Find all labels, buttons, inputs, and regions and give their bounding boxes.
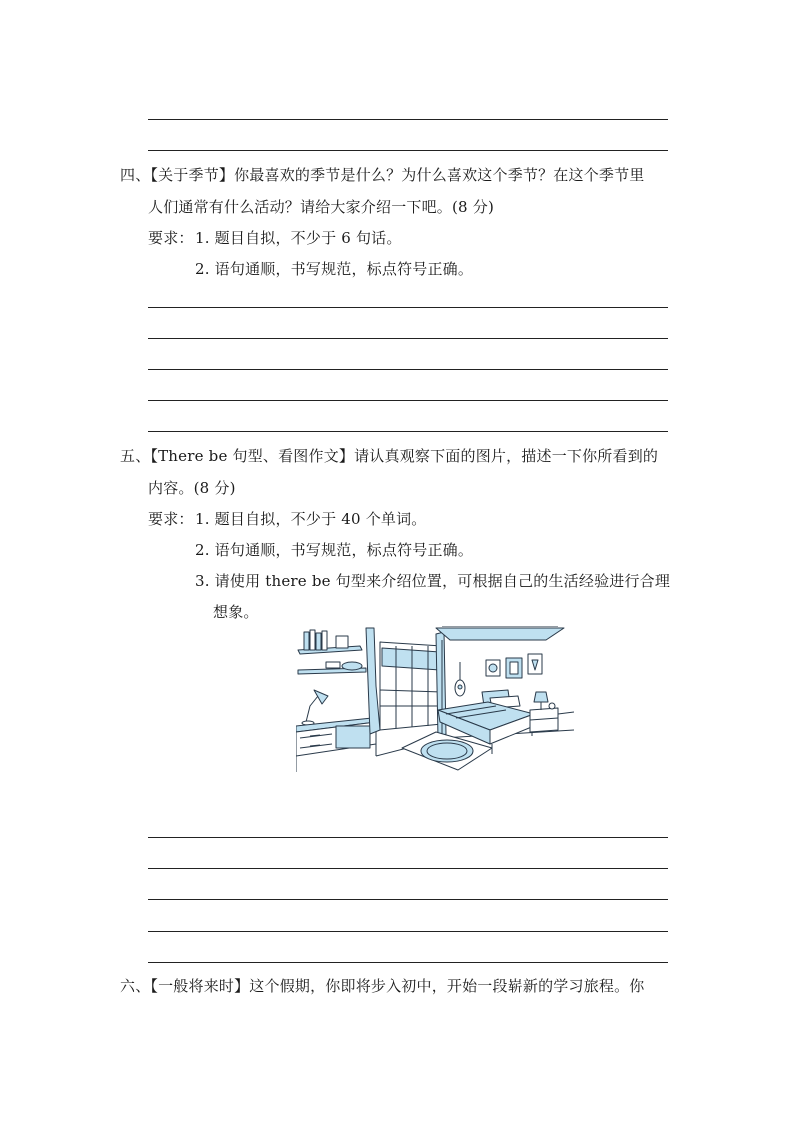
q5-requirement-1: 1. 题目自拟，不少于 40 个单词。	[195, 510, 427, 528]
answer-line	[148, 931, 668, 932]
bedroom-illustration	[296, 626, 574, 774]
q5-requirements-label: 要求：	[148, 510, 194, 528]
answer-line	[148, 400, 668, 401]
answer-line	[148, 431, 668, 432]
q4-requirement-2: 2. 语句通顺，书写规范，标点符号正确。	[195, 260, 474, 278]
q4-requirement-1: 1. 题目自拟，不少于 6 句话。	[195, 229, 402, 247]
q4-requirements-label: 要求：	[148, 229, 194, 247]
q5-requirement-3-cont: 想象。	[213, 603, 259, 621]
answer-line	[148, 868, 668, 869]
answer-line	[148, 899, 668, 900]
q5-requirement-2: 2. 语句通顺，书写规范，标点符号正确。	[195, 541, 474, 559]
q5-title-cont: 内容。(8 分)	[148, 479, 236, 497]
answer-line	[148, 150, 668, 151]
answer-line	[148, 962, 668, 963]
answer-line	[148, 369, 668, 370]
q4-title-cont: 人们通常有什么活动？请给大家介绍一下吧。(8 分)	[148, 198, 495, 216]
answer-line	[148, 119, 668, 120]
q6-title: 六、【一般将来时】这个假期，你即将步入初中，开始一段崭新的学习旅程。你	[120, 977, 645, 995]
answer-line	[148, 338, 668, 339]
answer-line	[148, 837, 668, 838]
q5-title: 五、【There be 句型、看图作文】请认真观察下面的图片，描述一下你所看到的	[120, 447, 659, 465]
answer-line	[148, 307, 668, 308]
q4-title: 四、【关于季节】你最喜欢的季节是什么？为什么喜欢这个季节？在这个季节里	[120, 166, 645, 184]
q5-requirement-3: 3. 请使用 there be 句型来介绍位置，可根据自己的生活经验进行合理	[195, 572, 671, 590]
